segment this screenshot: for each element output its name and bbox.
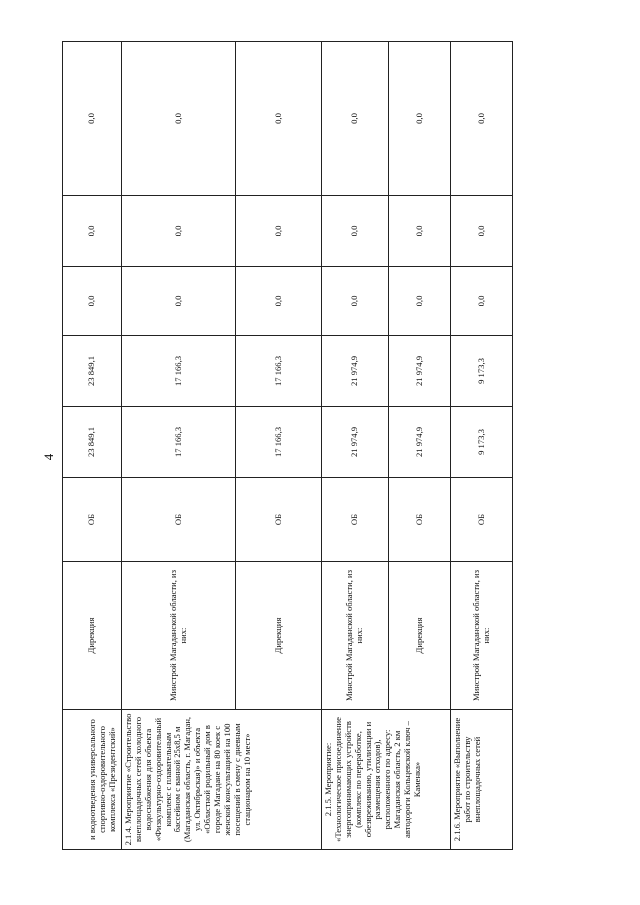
funding-source-cell: ОБ <box>63 478 122 562</box>
value-cell: 0,0 <box>236 196 322 267</box>
value-cell: 23 849,1 <box>63 336 122 407</box>
value-cell: 17 166,3 <box>122 407 236 478</box>
value-cell: 0,0 <box>122 267 236 336</box>
rotated-table-wrapper <box>62 42 512 850</box>
value-cell: 0,0 <box>322 196 389 267</box>
value-cell: 0,0 <box>451 42 513 196</box>
funding-source-cell: ОБ <box>122 478 236 562</box>
measure-cell: 2.1.4. Мероприятие «Строительство внеплощадочных сетей холодного водоснабжения для объекта «Физкультурно-оздоровительный комплекс с плавательным бассейном с ванной 25х8,5 м (Магаданская область, г. Магадан, ул. Октябрьская)» и объекта «Областной родильный дом в городе Магадане на 80 коек с женской консультацией на 100 посещений в смену с дневным стационаром на 10 мест» <box>122 710 322 850</box>
value-cell: 0,0 <box>389 267 451 336</box>
value-cell: 21 974,9 <box>389 336 451 407</box>
executor-cell: Минстрой Магаданской области, из них: <box>451 562 513 710</box>
executor-cell: Минстрой Магаданской области, из них: <box>122 562 236 710</box>
value-cell: 0,0 <box>389 196 451 267</box>
executor-cell: Минстрой Магаданской области, из них: <box>322 562 389 710</box>
executor-cell: Дирекция <box>236 562 322 710</box>
value-cell: 0,0 <box>389 42 451 196</box>
value-cell: 17 166,3 <box>122 336 236 407</box>
value-cell: 0,0 <box>122 42 236 196</box>
value-cell: 0,0 <box>63 267 122 336</box>
page-number: 4 <box>41 453 56 461</box>
funding-source-cell: ОБ <box>322 478 389 562</box>
value-cell: 0,0 <box>322 267 389 336</box>
value-cell: 9 173,3 <box>451 336 513 407</box>
value-cell: 0,0 <box>322 42 389 196</box>
table-row <box>451 42 513 850</box>
value-cell: 0,0 <box>122 196 236 267</box>
value-cell: 21 974,9 <box>322 336 389 407</box>
value-cell: 0,0 <box>451 196 513 267</box>
value-cell: 0,0 <box>236 42 322 196</box>
value-cell: 21 974,9 <box>389 407 451 478</box>
funding-source-cell: ОБ <box>236 478 322 562</box>
table-row <box>322 42 389 850</box>
value-cell: 9 173,3 <box>451 407 513 478</box>
measure-cell: и водоотведения универсального спортивно-оздоровительного комплекса «Президентский» <box>63 710 122 850</box>
executor-cell: Дирекция <box>389 562 451 710</box>
value-cell: 21 974,9 <box>322 407 389 478</box>
table-row <box>63 42 122 850</box>
funding-source-cell: ОБ <box>389 478 451 562</box>
value-cell: 17 166,3 <box>236 407 322 478</box>
measure-cell: 2.1.6. Мероприятие «Выполнение работ по строительству внеплощадочных сетей <box>451 710 513 850</box>
measure-cell: 2.1.5. Мероприятие: «Технологическое присоединение энергопринимающих устройств (комплекс по переработке, обезвреживанию, утилизации и размещения отходов), расположенного по адресу: Магаданская область, 2 км автодороги Кольцевской ключ – Каменка» <box>322 710 451 850</box>
table-row <box>122 42 236 850</box>
value-cell: 0,0 <box>63 196 122 267</box>
value-cell: 23 849,1 <box>63 407 122 478</box>
program-measures-table <box>62 41 513 850</box>
value-cell: 0,0 <box>63 42 122 196</box>
value-cell: 0,0 <box>451 267 513 336</box>
funding-source-cell: ОБ <box>451 478 513 562</box>
value-cell: 17 166,3 <box>236 336 322 407</box>
value-cell: 0,0 <box>236 267 322 336</box>
executor-cell: Дирекция <box>63 562 122 710</box>
